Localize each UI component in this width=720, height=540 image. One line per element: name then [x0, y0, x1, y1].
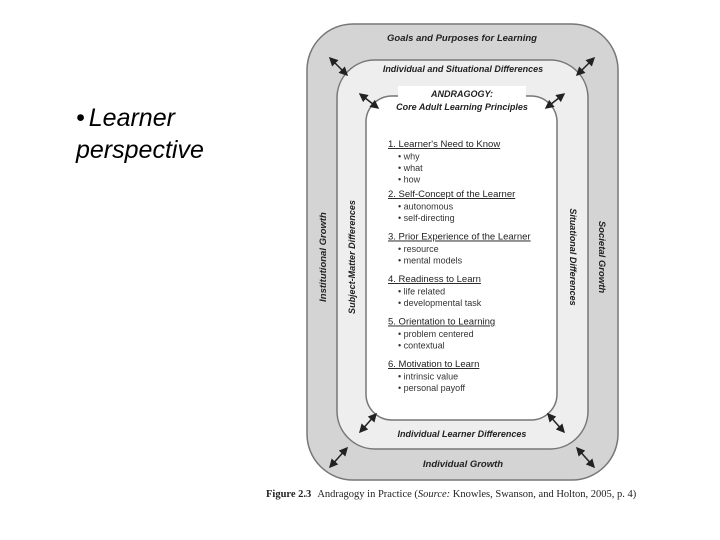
bullet-text-line1: Learner — [88, 104, 175, 132]
middle-bottom-label: Individual Learner Differences — [397, 429, 527, 439]
core-subtitle: Core Adult Learning Principles — [396, 102, 528, 112]
outer-top-label: Goals and Purposes for Learning — [387, 33, 537, 44]
bullet-symbol: • — [76, 104, 85, 132]
principle-item: • mental models — [398, 255, 463, 266]
principle-item: • how — [398, 174, 421, 185]
principle-item: • developmental task — [398, 298, 482, 308]
principle-title: 2. Self-Concept of the Learner — [388, 189, 516, 200]
middle-top-label: Individual and Situational Differences — [382, 64, 544, 74]
principle-item: • what — [398, 163, 423, 173]
principle-title: 4. Readiness to Learn — [388, 274, 481, 285]
principle-item: • self-directing — [398, 213, 455, 223]
figure-caption — [266, 489, 637, 500]
principle-item: • autonomous — [398, 201, 454, 212]
caption-label: Figure 2.3 — [266, 489, 312, 500]
caption-source-word: Source: — [417, 489, 451, 500]
middle-right-label: Situational Differences — [568, 208, 578, 306]
principle-item: • why — [398, 151, 420, 162]
core-title: ANDRAGOGY: — [430, 89, 494, 99]
middle-left-label: Subject-Matter Differences — [347, 200, 357, 314]
outer-left-label: Institutional Growth — [318, 212, 329, 302]
outer-bottom-label: Individual Growth — [422, 459, 504, 470]
principle-title: 5. Orientation to Learning — [388, 316, 496, 328]
principle-title: 1. Learner's Need to Know — [388, 139, 501, 150]
principle-item: • problem centered — [398, 329, 474, 339]
principle-title: 6. Motivation to Learn — [388, 359, 480, 370]
principle-item: • personal payoff — [398, 383, 466, 393]
caption-source-rest: Knowles, Swanson, and Holton, 2005, p. 4) — [450, 489, 637, 500]
principle-item: • life related — [398, 286, 446, 297]
outer-right-label: Societal Growth — [596, 220, 607, 294]
principle-item: • intrinsic value — [398, 371, 459, 382]
principle-title: 3. Prior Experience of the Learner — [388, 231, 531, 243]
principle-item: • resource — [398, 244, 439, 254]
caption-text: Andragogy in Practice ( — [317, 489, 418, 500]
principle-item: • contextual — [398, 340, 445, 351]
bullet-text-line2: perspective — [76, 136, 204, 164]
